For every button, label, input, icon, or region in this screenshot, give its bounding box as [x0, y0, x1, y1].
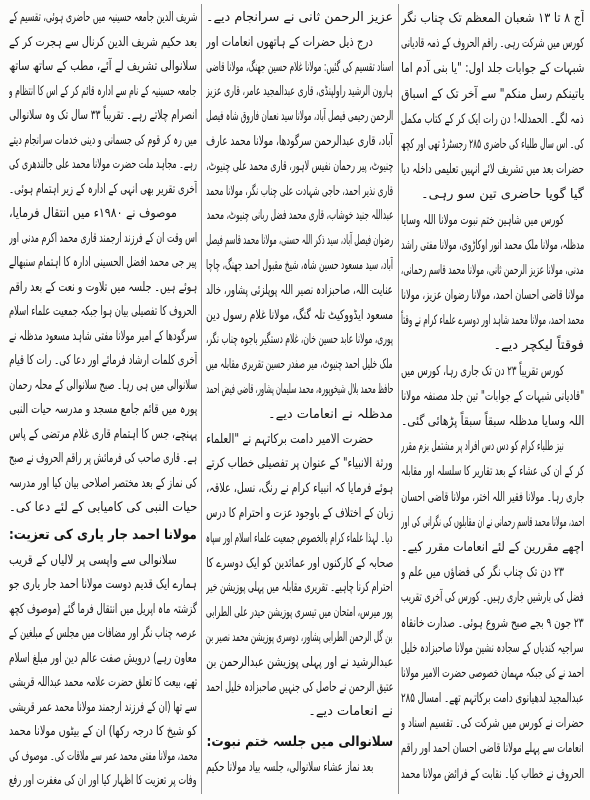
- paragraph: [206, 428, 393, 726]
- column-left: [9, 6, 197, 796]
- line-text: پیر جی محمد افضل الحسینی ادارہ کا اہتمام سنبھالے: [9, 255, 197, 270]
- text-line: [9, 745, 197, 770]
- line-text: الرحمن رحیمی فیصل آباد، مولانا سید نعمان فاروق شاہ فیصل: [206, 109, 393, 125]
- paragraph: [9, 549, 197, 794]
- line-text: آخری کلمات ارشاد فرمائے اور دعا کی۔ رات کا قیام: [9, 353, 197, 368]
- line-text: سراجیہ کندیاں کے سجادہ نشین مولانا صاحبزادہ خلیل: [401, 640, 584, 656]
- text-line: [206, 304, 393, 329]
- line-text: حضرت الامیر دامت برکاتہم نے "العلماء: [206, 431, 373, 447]
- line-text: پہنچے، جس کا اہتمام قاری غلام مرتضی کے پاس: [9, 426, 197, 442]
- line-text: انعامات سے پہلے مولانا قاضی احسان احمد اور راقم: [401, 741, 584, 757]
- column-rule: [398, 4, 399, 794]
- text-line: [401, 182, 584, 207]
- line-text: آباد، قاری عبدالرحمن سرگودھا، مولانا محمد عارف: [206, 133, 393, 149]
- line-text: مدظلہ، مولانا ملک محمد انور اوکاڑوی، مولانا مفتی راشد: [401, 237, 584, 253]
- line-text: کر کے ان کی عشاء کے بعد تقاریر کا سلسلہ اور مقابلہ: [401, 464, 584, 480]
- text-line: [9, 573, 197, 598]
- line-text: نیز طلباء کرام کو دس دس افراد پر مشتمل بزم مقرر: [401, 439, 564, 455]
- text-line: [206, 527, 393, 552]
- line-text: قاری نذیر احمد، حاجی شہادت علی چناب نگر، مولانا محمد: [206, 183, 393, 199]
- paragraph: [401, 560, 584, 787]
- text-line: [9, 549, 197, 574]
- line-text: دیا۔ لہذا علماء کرام بالخصوص جمعیت علماء اسلام اور سپاہ: [206, 530, 393, 546]
- text-line: [206, 6, 393, 31]
- line-text: مدنی، مولانا عزیز الرحمن ثانی، مولانا محمد قاسم رحمانی،: [401, 262, 584, 278]
- line-text: موصوف نے ۱۹۸۰ء میں انتقال فرمایا،: [9, 206, 177, 221]
- paragraph: [206, 31, 393, 428]
- line-text: اچھے مقررین کے لئے انعامات مقرر کیے۔: [401, 539, 584, 555]
- line-text: تھے، بیعت کا تعلق حضرت علامہ محمد عبداللہ قریشی: [9, 675, 197, 690]
- text-line: [206, 756, 393, 781]
- line-text: عتیق الرحمن نے حاصل کی جنہیں صاحبزادہ خلیل احمد: [206, 679, 393, 695]
- text-line: [401, 6, 584, 31]
- line-text: آج ۸ تا ۱۳ شعبان المعظم تک چناب نگر: [401, 11, 584, 26]
- line-text: مدظلہ نے انعامات دیے۔: [268, 406, 393, 422]
- paragraph: [401, 6, 584, 208]
- line-text: عبدالرشید نے اور پہلی پوزیشن عبدالرحمن بن: [206, 654, 393, 670]
- line-text: کورس میں شاہین ختم نبوت مولانا اللہ وسایا: [401, 212, 564, 228]
- line-text: احترام کرنا چاہیے۔ تقریری مقابلہ میں پہلی پوزیشن خیر: [206, 580, 393, 596]
- text-line: [9, 325, 197, 350]
- text-line: [206, 254, 393, 279]
- text-line: [206, 403, 393, 428]
- line-text: محمد احمد، مولانا محمد شاہد اور دوسرے علماء کرام نے وقتاً: [401, 313, 584, 329]
- text-line: [401, 233, 584, 258]
- text-line: [206, 279, 393, 304]
- text-line: [9, 622, 197, 647]
- text-line: [401, 409, 584, 434]
- line-text: اس وقت ان کے فرزند ارجمند قاری محمد اکرم مدنی اور: [9, 230, 197, 246]
- text-line: [9, 349, 197, 374]
- line-text: اسناد تقسیم کی گئیں: مولانا غلام حسین جھنگ، مولانا قاضی: [206, 59, 393, 75]
- text-line: [401, 636, 584, 661]
- text-line: [401, 434, 584, 459]
- line-text: ہوئے فرمایا کہ انبیاء کرام نے رنگ، نسل، علاقہ،: [206, 481, 393, 497]
- text-line: [9, 276, 197, 301]
- text-line: [401, 686, 584, 711]
- text-line: [401, 308, 584, 333]
- line-text: حضرات بعد میں تشریف لائے انہیں تعلیمی داخلہ دیا: [401, 162, 584, 178]
- text-line: [9, 720, 197, 745]
- text-line: [401, 585, 584, 610]
- line-text: گیا گویا حاضری تین سو رہی۔: [421, 187, 584, 203]
- text-line: [9, 398, 197, 423]
- line-text: کورس میں شرکت رہی۔ راقم الحروف کے ذمہ قادیانی: [401, 36, 584, 52]
- text-line: [9, 496, 197, 521]
- line-text: بعد حکیم شریف الدین کرنال سے ہجرت کر کے: [9, 34, 197, 50]
- line-text: عبداللہ جنید خوشاب، قاری محمد فضل ربانی چنیوٹ، محمد: [206, 208, 393, 224]
- line-text: رضوان فیصل آباد، سید ذکر اللہ حسنی، مولانا محمد قاسم فیصل: [206, 233, 393, 249]
- text-line: [9, 447, 197, 472]
- text-line: [206, 552, 393, 577]
- line-text: شریف الدین جامعہ حسینیہ میں حاضری ہوئی، تقسیم کے: [9, 10, 197, 25]
- text-line: [206, 452, 393, 477]
- section-heading: [9, 521, 197, 549]
- section-heading-text: سلانوالی میں جلسہ ختم نبوت:: [206, 734, 393, 751]
- line-text: بعد نماز عشاء سلانوالی، جلسہ بیاد مولانا حکیم: [206, 760, 373, 776]
- line-text: سے تھا (ان کے فرزند ارجمند مولانا محمد عمر قریشی: [9, 699, 197, 715]
- text-line: [9, 251, 197, 276]
- text-line: [401, 485, 584, 510]
- text-line: [206, 378, 393, 403]
- text-line: [9, 769, 197, 794]
- text-line: [206, 328, 393, 353]
- column-right: [401, 6, 584, 796]
- line-text: کورس تقریباً ۲۳ دن تک جاری رہا، کورس میں: [401, 363, 564, 379]
- text-line: [401, 333, 584, 358]
- line-text: کو شیخ کا درجہ رکھا) ان کے بیٹوں مولانا محمد: [9, 724, 197, 739]
- text-line: [401, 132, 584, 157]
- text-line: [206, 626, 393, 651]
- column-rule: [201, 4, 202, 794]
- text-line: [401, 56, 584, 81]
- line-text: میں رہ کر قوم کی جسمانی و دینی خدمات سرانجام دیتے: [9, 132, 197, 148]
- line-text: احمد نے کی جبکہ مہمان خصوصی حضرت الامیر مولانا: [401, 665, 584, 681]
- line-text: مولانا قاضی احسان احمد، مولانا رضوان عزیز، مولانا: [401, 288, 584, 304]
- text-line: [401, 510, 584, 535]
- line-text: آباد، سید مسعود حسین شاہ، شیخ مقبول احمد جھنگ، چاچا: [206, 257, 393, 273]
- text-line: [206, 204, 393, 229]
- line-text: شبہات کے جوابات جلد اول: "یا بنی آدم اما: [401, 61, 584, 77]
- text-line: [401, 82, 584, 107]
- line-text: گزشتہ ماہ اپریل میں انتقال فرما گئے (موصوف کچھ: [9, 601, 197, 617]
- line-text: بن گل الرحمن الطرابی پشاور، دوسری پوزیشن محمد نصیر بن: [206, 629, 393, 645]
- text-line: [206, 353, 393, 378]
- line-text: سلانوالی تشریف لے آئے، مطب کے ساتھ ساتھ: [9, 59, 197, 74]
- line-text: ذمہ لگے۔ الحمدللہ! دن رات ایک کر کے کتاب مکمل: [401, 111, 584, 127]
- line-text: عرصہ چناب نگر اور مضافات میں مجلس کے مبلغین کے: [9, 626, 197, 641]
- line-text: عنایت اللہ، صاحبزادہ نصیر اللہ پوپلزئی پشاور، خالد: [206, 282, 393, 298]
- line-text: معاون رہے) درویش صفت عالم دین اور مبلغ اسلام: [9, 650, 197, 666]
- text-line: [206, 130, 393, 155]
- line-text: یاتینکم رسل منکم" سے آخر تک کے اسباق: [401, 86, 584, 102]
- text-line: [401, 762, 584, 787]
- line-text: نے انعامات دیے۔: [308, 704, 393, 720]
- paragraph: [401, 434, 584, 560]
- line-text: ملک خلیل احمد چنیوٹ، میر صفدر حسین تقریری مقابلہ میں: [206, 357, 393, 373]
- text-line: [9, 202, 197, 227]
- text-line: [9, 178, 197, 203]
- line-text: ہارون الرشید راولپنڈی، قاری عبدالمجید عامر، قاری عزیز: [206, 84, 393, 100]
- text-line: [206, 80, 393, 105]
- text-line: [206, 180, 393, 205]
- text-line: [9, 472, 197, 497]
- paragraph: [206, 6, 393, 31]
- text-line: [401, 258, 584, 283]
- section-heading-text: مولانا احمد جار یاری کی تعزیت:: [9, 526, 197, 543]
- section-heading: [206, 728, 393, 756]
- text-line: [206, 576, 393, 601]
- text-line: [206, 31, 393, 56]
- paragraph: [401, 208, 584, 359]
- text-line: [9, 647, 197, 672]
- text-line: [401, 208, 584, 233]
- text-line: [9, 31, 197, 56]
- text-line: [9, 423, 197, 448]
- line-text: احمد، مولانا محمد قاسم رحمانی نے ان مقابلوں کی نگرانی کی اور: [401, 514, 584, 530]
- paragraph: [206, 756, 393, 781]
- line-text: وفات پر تعزیت کا اظہار کیا اور ان کی مغفرت اور رفع: [9, 773, 197, 788]
- text-line: [9, 129, 197, 154]
- line-text: ہے۔ قاری صاحب کی فرمائش پر راقم الحروف نے صبح: [9, 451, 197, 466]
- line-text: پوری، مولانا عابد حسین خان، غلام دستگیر باجوہ چناب نگر،: [206, 332, 393, 348]
- line-text: جاری رہا۔ مولانا فقیر اللہ اختر، مولانا قاضی احسان: [401, 489, 584, 505]
- paragraph: [9, 6, 197, 202]
- text-line: [206, 155, 393, 180]
- line-text: حیات النبی کی کامیابی کے لئے دعا کی۔: [9, 500, 197, 515]
- line-text: زبان کے اختلاف کے باوجود عزت و احترام کا درس: [206, 505, 393, 521]
- text-line: [9, 671, 197, 696]
- text-line: [401, 384, 584, 409]
- line-text: حضرات نے کورس میں شرکت کی۔ تقسیم اسناد و: [401, 716, 584, 732]
- text-line: [206, 56, 393, 81]
- line-text: کی۔ اس سال طلباء کی حاضری ۲۸۵ رجسٹرڈ تھی اور کچھ: [401, 136, 584, 152]
- line-text: عزیز الرحمن ثانی نے سرانجام دیے۔: [206, 10, 393, 25]
- text-line: [9, 6, 197, 31]
- text-line: [401, 459, 584, 484]
- line-text: الحروف نے خطاب کیا۔ نقابت کے فرائض مولانا محمد: [401, 766, 584, 782]
- text-line: [401, 31, 584, 56]
- text-line: [401, 661, 584, 686]
- line-text: چنیوٹ، پیر رحمان نفیس لاہور، قاری محمد علی چنیوٹ،: [206, 158, 393, 174]
- column-middle: [206, 6, 393, 796]
- text-line: [401, 711, 584, 736]
- paragraph: [9, 202, 197, 521]
- line-text: سلانوالی میں ہی رہا۔ صبح سلانوالی کے محلہ رحمان: [9, 377, 197, 393]
- line-text: آخری تقریر بھی انہی کے ادارہ کے زیر اہتمام ہوئی۔: [9, 181, 197, 197]
- line-text: صحابہ کے کارکنوں اور عمائدین کو ایک دوسرے کا: [206, 555, 393, 571]
- line-text: فوقتاً لیکچر دیے۔: [493, 338, 584, 354]
- text-line: [9, 696, 197, 721]
- line-text: درج ذیل حضرات کے ہاتھوں انعامات اور: [206, 34, 373, 50]
- text-line: [9, 153, 197, 178]
- text-line: [401, 560, 584, 585]
- line-text: انصرام چلاتے رہے۔ تقریباً ۳۳ سال تک وہ سلانوالی: [9, 108, 197, 123]
- line-text: رہے۔ مجاہد ملت حضرت مولانا محمد علی جالندھری کی: [9, 157, 197, 172]
- text-line: [401, 107, 584, 132]
- line-text: ہمارے ایک قدیم دوست مولانا احمد جار یاری جو: [9, 577, 197, 592]
- text-line: [206, 601, 393, 626]
- line-text: ۲۳ دن تک چناب نگر کی فضاؤں میں علم و: [401, 565, 564, 581]
- text-line: [9, 227, 197, 252]
- line-text: فضل کی بارشیں جاری رہیں۔ کورس کی آخری تقریب: [401, 590, 584, 606]
- text-line: [401, 535, 584, 560]
- line-text: اللہ وسایا مدظلہ سبقاً سبقاً پڑھائی گئی۔: [401, 414, 584, 429]
- line-text: الحروف کا تفصیلی بیان ہوا جبکہ جمعیت علماء اسلام: [9, 304, 197, 319]
- paragraph: [401, 359, 584, 435]
- text-line: [206, 502, 393, 527]
- line-text: کی نماز کے بعد مختصر اصلاحی بیان کیا اور مدرسہ: [9, 475, 197, 491]
- line-text: ورثة الانبیاء" کے عنوان پر تفصیلی خطاب کرتے: [206, 456, 393, 472]
- line-text: حافظ محمد بلال شیخوپورہ، محمد سلیمان پشاور، قاضی فیض احمد: [206, 381, 393, 397]
- text-line: [9, 300, 197, 325]
- line-text: سرگودھا کے امیر مولانا مفتی شاہد مسعود مدظلہ نے: [9, 328, 197, 344]
- text-line: [206, 700, 393, 725]
- line-text: محمد، مولانا مفتی محمد عمر سے ملاقات کی۔ موصوف کی: [9, 748, 197, 764]
- text-line: [9, 55, 197, 80]
- text-line: [9, 104, 197, 129]
- line-text: پور میرس، امتحان میں تیسری پوزیشن حیدر علی الطرابی: [206, 605, 393, 621]
- line-text: عبدالمجید لدھیانوی دامت برکاتہم تھے۔ امسال ۲۸۵: [401, 691, 584, 707]
- line-text: "قادیانی شبہات کے جوابات" تین جلد مصنفہ مولانا: [401, 388, 584, 404]
- text-line: [206, 105, 393, 130]
- line-text: ۲۳ جون ۹ بجے صبح شروع ہوئی۔ صدارت خانقاہ: [401, 615, 584, 631]
- text-line: [206, 428, 393, 453]
- text-line: [9, 598, 197, 623]
- line-text: ہوئے ہیں۔ جلسہ میں تلاوت و نعت کے بعد راقم: [9, 279, 197, 295]
- text-line: [206, 651, 393, 676]
- line-text: مسعود ایڈووکیٹ تلہ گنگ، مولانا غلام رسول دین: [206, 307, 393, 323]
- line-text: پورہ میں قائم جامع مسجد و مدرسہ حیات النبی: [9, 402, 197, 417]
- text-line: [206, 676, 393, 701]
- text-line: [401, 359, 584, 384]
- text-line: [206, 229, 393, 254]
- text-line: [9, 80, 197, 105]
- text-line: [401, 283, 584, 308]
- text-line: [401, 157, 584, 182]
- text-line: [401, 736, 584, 761]
- line-text: جامعہ حسینیہ کے نام سے ادارہ قائم کر کے اس کا انتظام و: [9, 83, 197, 99]
- text-line: [206, 477, 393, 502]
- text-line: [401, 611, 584, 636]
- text-line: [9, 374, 197, 399]
- line-text: سلانوالی سے واپسی پر لالیاں کے قریب: [9, 552, 177, 568]
